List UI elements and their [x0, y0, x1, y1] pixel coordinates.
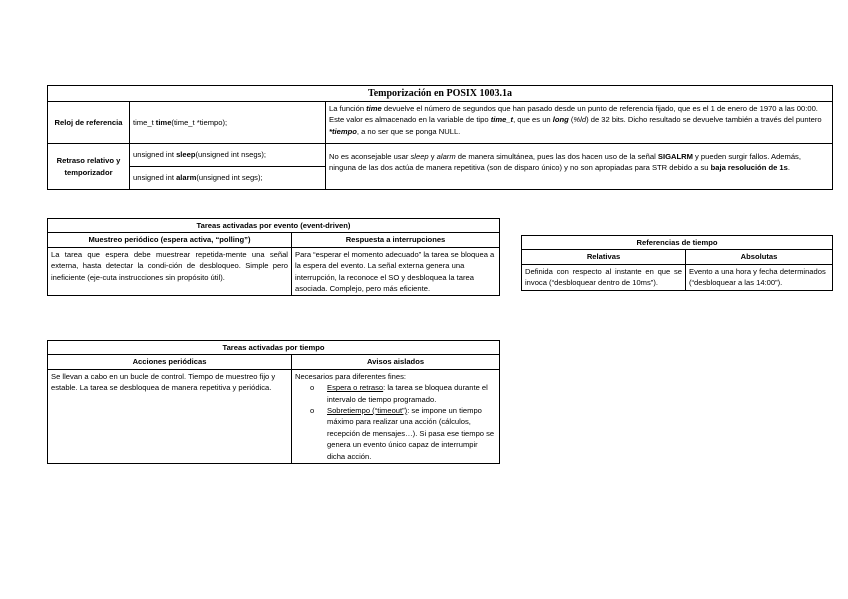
periodic-header: Acciones periódicas: [48, 355, 292, 369]
relative-text: Definida con respecto al instante en que se invoca (“desbloquear dentro de 10ms”).: [522, 264, 686, 290]
sleep-signature: unsigned int sleep(unsigned int nsegs);: [130, 144, 326, 167]
posix-table-title: Temporización en POSIX 1003.1a: [48, 86, 833, 102]
isolated-list: [295, 382, 496, 462]
list-item: o Sobretiempo (“timeout”): se impone un tiempo máximo para realizar una acción (cálculos, recepción de mensajes…). Si pasa ese tiempo se genera un evento único capaz de interrumpir dicha acción.: [310, 405, 496, 462]
retraso-label: Retraso relativo y temporizador: [48, 144, 130, 190]
isolated-header: Avisos aislados: [292, 355, 500, 369]
time-driven-table: [47, 340, 500, 464]
sleep-alarm-description: No es aconsejable usar sleep y alarm de manera simultánea, pues las dos hacen uso de la señal SIGALRM y pueden surgir fallos. Además, ninguna de las dos actúa de manera repetitiva (son de disparo único) y no son apropiadas para STR debido a su baja resolución de 1s.: [326, 144, 833, 190]
isolated-intro: Necesarios para diferentes fines:: [295, 371, 407, 381]
time-description: La función time devuelve el número de segundos que han pasado desde un punto de referencia fijado, que es el 1 de enero de 1970 a las 00:00. Este valor es almacenado en la variable de tipo time_t, que es un long (%ld) de 32 bits. Dicho resultado se devuelve también a través del puntero *tiempo, a no ser que se ponga NULL.: [326, 102, 833, 144]
polling-header: Muestreo periódico (espera activa, “polling”): [48, 233, 292, 247]
time-references-title: Referencias de tiempo: [522, 236, 833, 250]
list-item: o Espera o retraso: la tarea se bloquea durante el intervalo de tiempo programado.: [310, 382, 496, 405]
time-signature: time_t time(time_t *tiempo);: [130, 102, 326, 144]
time-driven-title: Tareas activadas por tiempo: [48, 341, 500, 355]
interrupt-text: Para “esperar el momento adecuado” la tarea se bloquea a la espera del evento. La señal externa genera una interrupción, la reconoce el SO y desbloquea la tarea asociada. Complejo, pero más eficiente.: [292, 247, 500, 296]
posix-timing-table: [47, 85, 833, 190]
event-driven-title: Tareas activadas por evento (event-driven): [48, 219, 500, 233]
absolute-text: Evento a una hora y fecha determinados (“desbloquear a las 14:00”).: [686, 264, 833, 290]
periodic-text: Se llevan a cabo en un bucle de control. Tiempo de muestreo fijo y estable. La tarea se desbloquea de manera repetitiva y periódica.: [48, 369, 292, 463]
interrupt-header: Respuesta a interrupciones: [292, 233, 500, 247]
absolute-header: Absolutas: [686, 250, 833, 264]
time-references-table: [521, 235, 833, 291]
isolated-cell: [292, 369, 500, 463]
event-driven-table: [47, 218, 500, 296]
polling-text: La tarea que espera debe muestrear repetida-mente una señal externa, hasta detectar la condi-ción de desbloqueo. Simple pero ineficiente (eje-cuta instrucciones sin propósito útil).: [48, 247, 292, 296]
relative-header: Relativas: [522, 250, 686, 264]
reloj-label: Reloj de referencia: [48, 102, 130, 144]
alarm-signature: unsigned int alarm(unsigned int segs);: [130, 167, 326, 190]
